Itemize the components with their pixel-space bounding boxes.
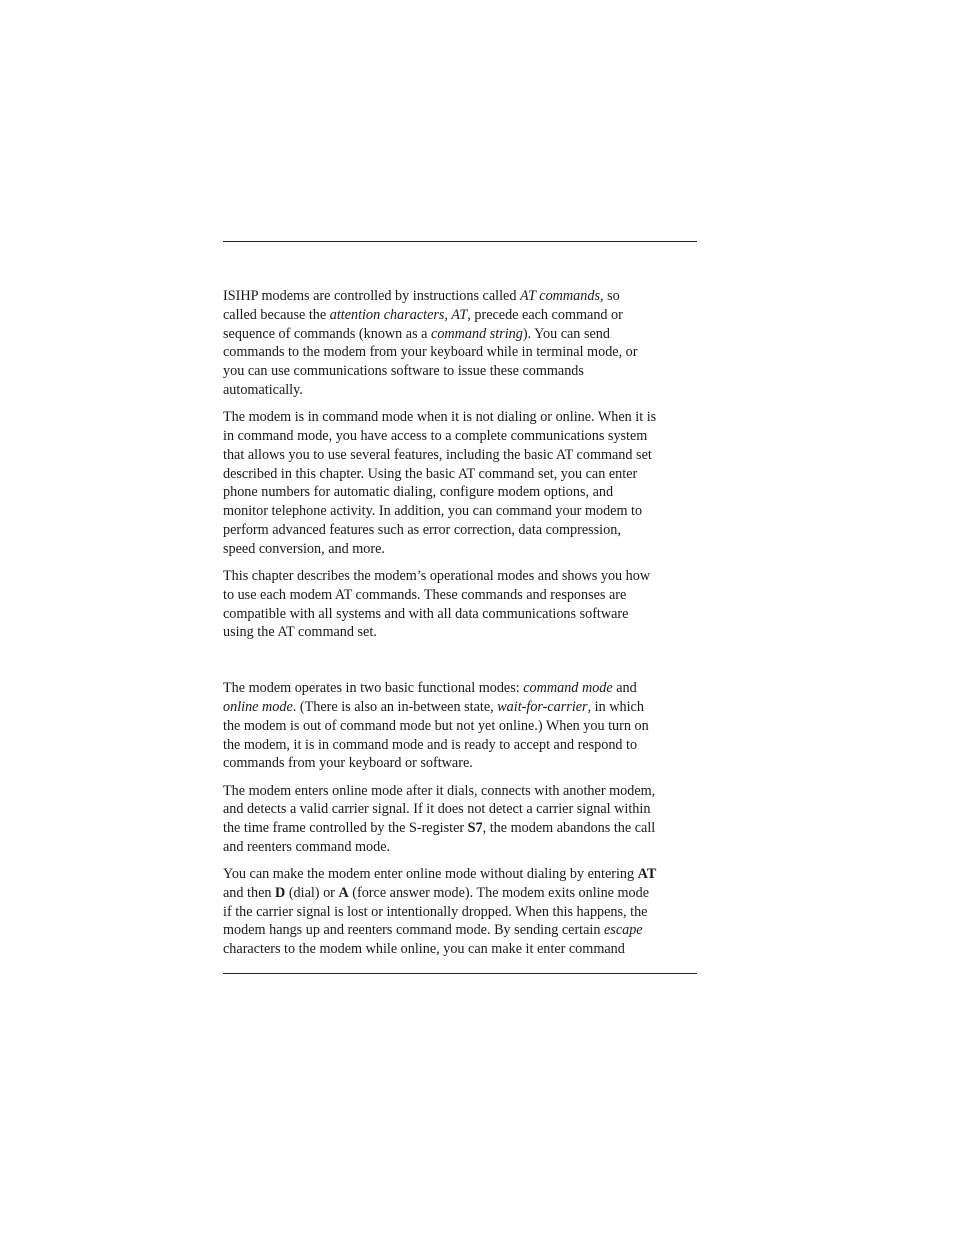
italic-term: online mode [223, 698, 293, 715]
text-run: and [612, 680, 637, 697]
text-run: , the modem abandons the call [482, 820, 656, 837]
italic-term: AT commands [519, 288, 600, 304]
text-run: sequence of commands (known as a [223, 325, 432, 342]
text-run: speed conversion, and more. [223, 540, 385, 557]
text-run: to use each modem AT commands. These commands and responses are [223, 586, 627, 603]
paragraph-command-mode [223, 408, 701, 558]
text-line [223, 502, 701, 521]
text-run: commands from your keyboard or software. [223, 755, 473, 772]
text-line [223, 865, 701, 884]
text-line [223, 483, 701, 502]
text-run: . (There is also an in-between state, [292, 698, 498, 715]
text-run: ). You can send [522, 325, 610, 342]
text-run: (force answer mode). The modem exits online mode [348, 884, 650, 901]
top-rule-divider [223, 241, 697, 242]
paragraph-intro [223, 287, 701, 400]
text-run: monitor telephone activity. In addition, you can command your modem to [223, 503, 643, 520]
text-line [223, 567, 701, 586]
text-line [223, 343, 701, 362]
text-line [223, 838, 701, 857]
text-run: the modem, it is in command mode and is ready to accept and respond to [223, 736, 638, 753]
text-line [223, 362, 701, 381]
text-line [223, 940, 701, 959]
text-run: , in which [587, 698, 644, 715]
text-run: The modem is in command mode when it is not dialing or online. When it is [223, 409, 657, 426]
text-run: and then [223, 884, 276, 901]
italic-term: command mode [523, 680, 613, 697]
text-line [223, 540, 701, 559]
text-run: characters to the modem while online, you can make it enter command [223, 941, 625, 958]
text-line [223, 698, 701, 717]
text-run: automatically. [223, 381, 303, 398]
text-run: The modem operates in two basic functional modes: [223, 680, 524, 697]
text-line [223, 623, 701, 642]
text-run: , so [599, 288, 620, 304]
text-run: The modem enters online mode after it dials, connects with another modem, [223, 782, 656, 799]
text-run: and detects a valid carrier signal. If it does not detect a carrier signal within [223, 801, 651, 818]
text-line [223, 754, 701, 773]
text-line [223, 586, 701, 605]
text-run: modem hangs up and reenters command mode. By sending certain [223, 922, 604, 939]
text-line [223, 679, 701, 698]
text-line [223, 903, 701, 922]
text-line [223, 605, 701, 624]
text-line [223, 465, 701, 484]
paragraph-chapter-describes [223, 567, 701, 642]
text-run: commands to the modem from your keyboard while in terminal mode, or [223, 344, 638, 361]
text-run: you can use communications software to issue these commands [223, 363, 584, 380]
text-line [223, 306, 701, 325]
text-line [223, 521, 701, 540]
text-line [223, 800, 701, 819]
italic-term: escape [604, 922, 643, 939]
italic-term: command string [431, 325, 523, 342]
bold-term: S7 [467, 820, 483, 837]
text-run: compatible with all systems and with all data communications software [223, 605, 629, 622]
bottom-rule-divider [223, 973, 697, 974]
body-text [223, 287, 701, 967]
bold-term: A [338, 884, 349, 901]
text-run: You can make the modem enter online mode without dialing by entering [223, 866, 638, 883]
text-line [223, 921, 701, 940]
paragraph-online-mode [223, 782, 701, 857]
text-run: in command mode, you have access to a complete communications system [223, 427, 648, 444]
paragraph-two-modes [223, 679, 701, 773]
text-run: the modem is out of command mode but not yet online.) When you turn on [223, 717, 649, 734]
text-run: , precede each command or [467, 306, 623, 323]
italic-term: wait-for-carrier [497, 698, 588, 715]
text-line [223, 717, 701, 736]
text-line [223, 427, 701, 446]
text-run: the time frame controlled by the S-register [223, 820, 468, 837]
text-line [223, 736, 701, 755]
text-run: if the carrier signal is lost or intentionally dropped. When this happens, the [223, 903, 648, 920]
bold-term: AT [637, 866, 657, 883]
text-run: called because the [223, 306, 330, 323]
paragraph-enter-online [223, 865, 701, 959]
italic-term: attention characters, AT [329, 306, 468, 323]
text-line [223, 381, 701, 400]
text-run: ISIHP modems are controlled by instructions called [223, 288, 520, 304]
text-line [223, 819, 701, 838]
text-run: phone numbers for automatic dialing, configure modem options, and [223, 484, 614, 501]
text-line [223, 446, 701, 465]
text-run: (dial) or [285, 884, 339, 901]
text-run: described in this chapter. Using the basic AT command set, you can enter [223, 465, 638, 482]
text-run: and reenters command mode. [223, 838, 391, 855]
text-line [223, 325, 701, 344]
text-line [223, 287, 701, 306]
text-run: using the AT command set. [223, 624, 377, 641]
text-run: This chapter describes the modem’s operational modes and shows you how [223, 567, 651, 584]
text-run: perform advanced features such as error correction, data compression, [223, 521, 621, 538]
bold-term: D [275, 884, 286, 901]
text-line [223, 408, 701, 427]
text-line [223, 782, 701, 801]
text-line [223, 884, 701, 903]
text-run: that allows you to use several features, including the basic AT command set [223, 446, 652, 463]
